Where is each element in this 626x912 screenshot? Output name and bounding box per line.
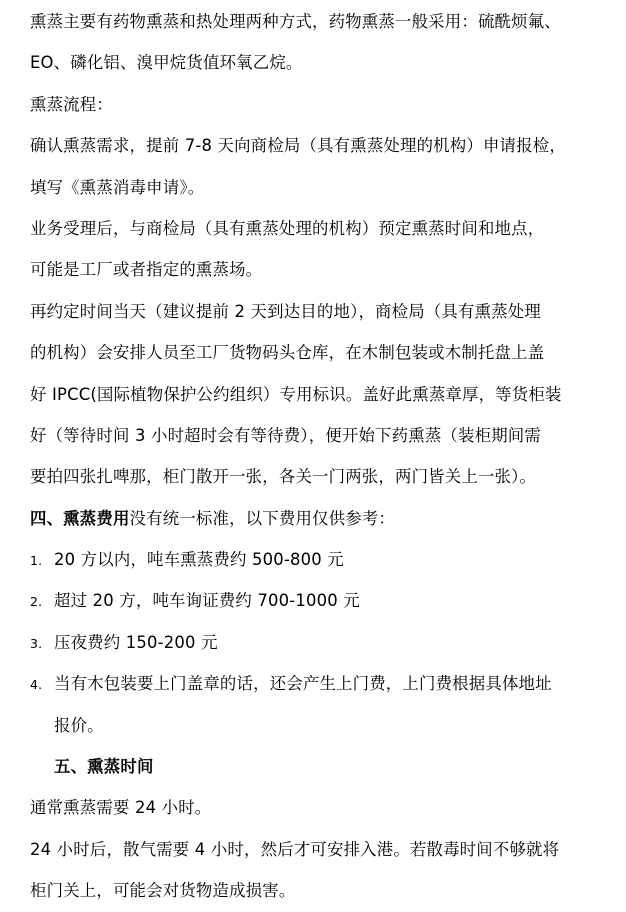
time-p2-line-2: 柜门关上，可能会对货物造成损害。 xyxy=(30,881,296,901)
list-item-number: 3. xyxy=(30,635,43,651)
list-item-text: 当有木包装要上门盖章的话，还会产生上门费，上门费根据具体地址 xyxy=(54,674,552,694)
list-item-text: 20 方以内，吨车熏蒸费约 500-800 元 xyxy=(54,550,344,570)
process-p1-line-2: 填写《熏蒸消毒申请》。 xyxy=(30,177,205,197)
fees-heading-bold: 四、熏蒸费用 xyxy=(30,508,130,528)
process-p3-line-5: 要拍四张扎啤那，柜门散开一张，各关一门两张，两门皆关上一张）。 xyxy=(30,467,537,487)
list-item-continuation: 报价。 xyxy=(54,715,104,735)
fees-heading-rest: 没有统一标准，以下费用仅供参考： xyxy=(129,508,395,528)
time-heading: 五、熏蒸时间 xyxy=(54,757,154,777)
time-p2-line-1: 24 小时后，散气需要 4 小时，然后才可安排入港。若散毒时间不够就将 xyxy=(30,839,560,859)
process-p3-line-2: 的机构）会安排人员至工厂货物码头仓库，在木制包装或木制托盘上盖 xyxy=(30,343,545,363)
intro-line-2: EO、磷化铝、溴甲烷货值环氧乙烷。 xyxy=(30,53,303,73)
process-p3-line-3: 好 IPCC(国际植物保护公约组织）专用标识。盖好此熏蒸章厚，等货柜装 xyxy=(30,384,562,404)
process-p3-line-1: 再约定时间当天（建议提前 2 天到达目的地），商检局（具有熏蒸处理 xyxy=(30,301,541,321)
process-title: 熏蒸流程： xyxy=(30,94,113,114)
list-item-text: 压夜费约 150-200 元 xyxy=(54,632,218,652)
intro-line-1: 熏蒸主要有药物熏蒸和热处理两种方式，药物熏蒸一般采用：硫酰烦氟、 xyxy=(30,12,561,31)
list-item xyxy=(30,663,612,704)
list-item-text: 超过 20 方，吨车询证费约 700-1000 元 xyxy=(54,591,360,611)
process-p2-line-1: 业务受理后，与商检局（具有熏蒸处理的机构）预定熏蒸时间和地点， xyxy=(30,218,545,238)
process-p1-line-1: 确认熏蒸需求，提前 7-8 天向商检局（具有熏蒸处理的机构）申请报检， xyxy=(30,136,566,156)
time-p1: 通常熏蒸需要 24 小时。 xyxy=(30,798,212,818)
list-item-number: 1. xyxy=(30,553,43,569)
fees-heading xyxy=(30,498,612,539)
list-item xyxy=(30,539,612,580)
list-item xyxy=(30,580,612,621)
list-item xyxy=(30,622,612,663)
process-p2-line-2: 可能是工厂或者指定的熏蒸场。 xyxy=(30,260,263,280)
list-item-number: 2. xyxy=(30,594,43,610)
list-item-number: 4. xyxy=(30,677,43,693)
process-p3-line-4: 好（等待时间 3 小时超时会有等待费），便开始下药熏蒸（装柜期间需 xyxy=(30,425,541,445)
